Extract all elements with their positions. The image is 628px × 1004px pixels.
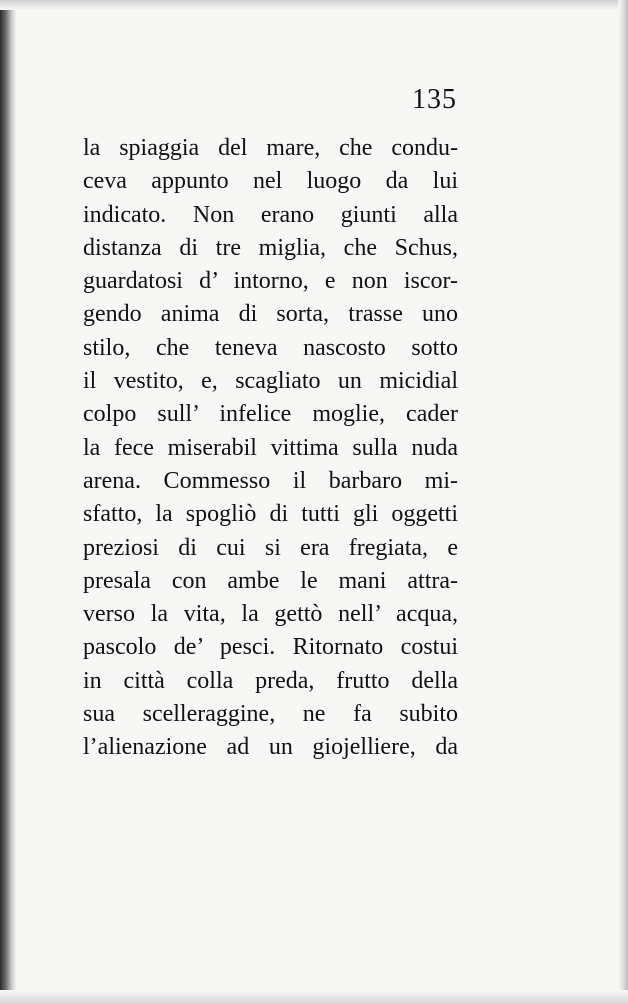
text-line: ceva appunto nel luogo da lui — [83, 168, 458, 195]
text-line: presala con ambe le mani attra- — [83, 567, 458, 594]
text-line: colpo sull’ infelice moglie, cader — [83, 401, 458, 428]
text-line: preziosi di cui si era fregiata, e — [83, 534, 458, 561]
text-line: il vestito, e, scagliato un micidial — [83, 368, 458, 395]
text-line: stilo, che teneva nascosto sotto — [83, 334, 458, 361]
top-edge-shadow — [0, 0, 628, 10]
page-number: 135 — [412, 84, 457, 115]
page-binding-shadow — [0, 0, 16, 1004]
text-line: in città colla preda, frutto della — [83, 667, 458, 694]
text-line: pascolo de’ pesci. Ritornato costui — [83, 634, 458, 661]
text-line: sua scelleraggine, ne fa subito — [83, 701, 458, 728]
text-line: gendo anima di sorta, trasse uno — [83, 301, 458, 328]
text-line: la spiaggia del mare, che condu- — [83, 135, 458, 161]
text-line: verso la vita, la gettò nell’ acqua, — [83, 601, 458, 628]
text-line: guardatosi d’ intorno, e non iscor- — [83, 268, 458, 295]
body-text — [83, 132, 458, 765]
text-line: distanza di tre miglia, che Schus, — [83, 234, 458, 261]
right-edge-shadow — [618, 0, 628, 1004]
text-line: indicato. Non erano giunti alla — [83, 201, 458, 228]
bottom-edge-shadow — [0, 990, 628, 1004]
text-line: sfatto, la spogliò di tutti gli oggetti — [83, 501, 458, 528]
text-line: la fece miserabil vittima sulla nuda — [83, 434, 458, 461]
text-line: arena. Commesso il barbaro mi- — [83, 467, 458, 494]
text-line: l’alienazione ad un giojelliere, da — [83, 734, 458, 761]
